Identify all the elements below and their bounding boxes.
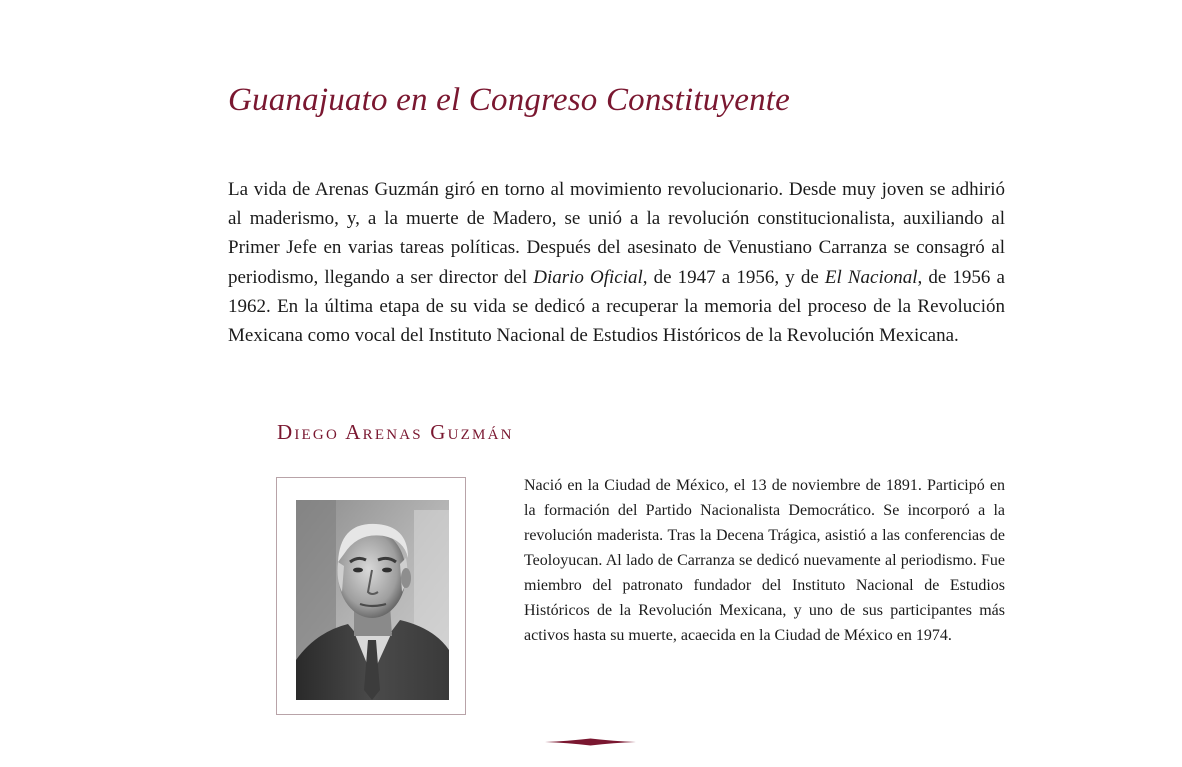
intro-italic-diario-oficial: Diario Oficial [533,266,643,288]
bio-heading: Diego Arenas Guzmán [277,420,514,444]
intro-italic-el-nacional: El Nacional [824,266,918,288]
ornament-divider [545,736,636,748]
intro-text-2: , de 1947 a 1956, y de [642,266,825,288]
intro-paragraph [228,175,1005,350]
intro-text-1: La vida de Arenas Guzmán giró en torno al movimiento revolucionario. Desde muy joven se adhirió al maderismo, y, a la muerte de Madero, se unió a la revolución constitucionalista, auxiliando al Primer Jefe en varias tareas políticas. Después del asesinato de Venustiano Carranza se consagró al periodismo, llegando a ser director del [228,179,1005,288]
portrait-frame [276,477,466,715]
portrait-photo [296,500,449,700]
intro-text-3: , de 1956 a 1962. En la última etapa de su vida se dedicó a recuperar la memoria del proceso de la Revolución Mexicana como vocal del Instituto Nacional de Estudios Históricos de la Revolución Mexicana. [228,266,1005,347]
section-title: Guanajuato en el Congreso Constituyente [228,82,791,118]
bio-text: Nació en la Ciudad de México, el 13 de noviembre de 1891. Participó en la formación del Partido Nacionalista Democrático. Se incorporó a la revolución maderista. Tras la Decena Trágica, asistió a las conferencias de Teoloyucan. Al lado de Carranza se dedicó nuevamente al periodismo. Fue miembro del patronato fundador del Instituto Nacional de Estudios Históricos de la Revolución Mexicana, y uno de sus participantes más activos hasta su muerte, acaecida en la Ciudad de México en 1974. [524,477,1005,644]
portrait-illustration [296,500,449,700]
